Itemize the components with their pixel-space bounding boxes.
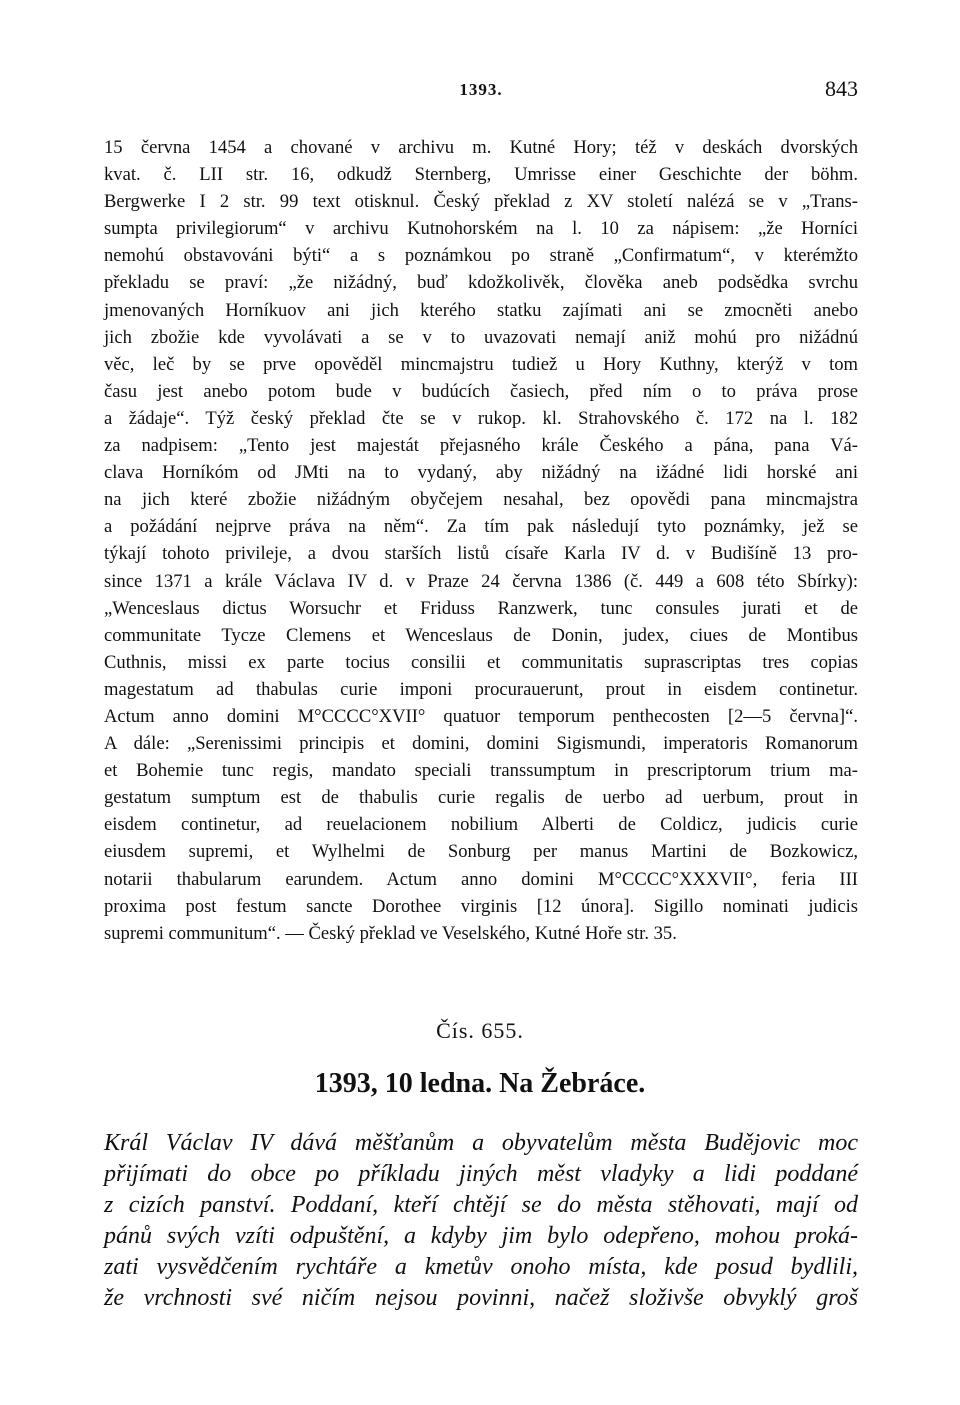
page-header — [104, 76, 858, 106]
note-line: Actum anno domini M°CCCC°XVII° quatuor temporum penthecosten [2—5 června]“. — [104, 705, 858, 727]
note-line: času jest anebo potom bude v budúcích časiech, před ním o to práva prose — [104, 380, 858, 402]
note-line: gestatum sumptum est de thabulis curie regalis de uerbo ad uerbum, prout in — [104, 787, 858, 809]
regest-line: pánů svých vzíti odpuštění, a kdyby jim bylo odepřeno, mohou proká- — [104, 1223, 858, 1249]
note-line: jmenovaných Horníkuov ani jich kterého statku zajímati ani se zmocněti anebo — [104, 299, 858, 321]
note-line: Bergwerke I 2 str. 99 text otisknul. Český překlad z XV století nalézá se v „Trans- — [104, 191, 858, 213]
regest-line: přijímati do obce po příkladu jiných měst vladyky a lidi poddané — [104, 1161, 858, 1187]
note-line: na jich které zbožie nižádným obyčejem nesahal, bez opovědi pana mincmajstra — [104, 489, 858, 511]
note-line: proxima post festum sancte Dorothee virginis [12 února]. Sigillo nominati judicis — [104, 895, 858, 917]
note-line: A dále: „Serenissimi principis et domini, domini Sigismundi, imperatoris Romanorum — [104, 733, 858, 755]
note-line: et Bohemie tunc regis, mandato speciali transsumptum in prescriptorum trium ma- — [104, 760, 858, 782]
note-line: a požádání nejprve práva na něm“. Za tím pak následují tyto poznámky, jež se — [104, 516, 858, 538]
note-line: kvat. č. LII str. 16, odkudž Sternberg, Umrisse einer Geschichte der böhm. — [104, 164, 858, 186]
note-line: za nadpisem: „Tento jest majestát přejasného krále Českého a pána, pana Vá- — [104, 435, 858, 457]
note-line: eiusdem supremi, et Wylhelmi de Sonburg per manus Martini de Bozkowicz, — [104, 841, 858, 863]
note-line: jich zbožie kde vyvolávati a se v to uvazovati nemají aniž mohú pro nižádnú — [104, 326, 858, 348]
note-line: since 1371 a krále Václava IV d. v Praze 24 června 1386 (č. 449 a 608 této Sbírky): — [104, 570, 858, 592]
note-line: supremi communitum“. — Český překlad ve Veselského, Kutné Hoře str. 35. — [104, 922, 677, 944]
page-number: 843 — [825, 76, 858, 101]
note-line: věc, leč by se prve opověděl mincmajstru tudiež u Hory Kuthny, kterýž v tom — [104, 353, 858, 375]
running-head-year: 1393. — [459, 80, 503, 99]
note-line: překladu se praví: „že nižádný, buď kdožkolivěk, člověka aneb podsědka svrchu — [104, 272, 858, 294]
note-line: „Wenceslaus dictus Worsuchr et Friduss Ranzwerk, tunc consules jurati et de — [104, 597, 858, 619]
footnote-text — [104, 134, 858, 947]
regest-line: Král Václav IV dává měšťanům a obyvatelům města Budějovic moc — [104, 1130, 858, 1156]
note-line: týkají tohoto privileje, a dvou starších listů císaře Karla IV d. v Budišíně 13 pro- — [104, 543, 858, 565]
note-line: clava Horníkóm od JMti na to vydaný, aby nižádný na ižádné lidi horské ani — [104, 462, 858, 484]
note-line: nemohú obstavováni býti“ a s poznámkou po straně „Confirmatum“, v kterémžto — [104, 245, 858, 267]
note-line: magestatum ad thabulas curie imponi procurauerunt, prout in eisdem continetur. — [104, 678, 858, 700]
document-number: Čís. 655. — [436, 1018, 524, 1043]
note-line: notarii thabularum earundem. Actum anno domini M°CCCC°XXXVII°, feria III — [104, 868, 858, 890]
note-line: Cuthnis, missi ex parte tocius consilii et communitatis suprascriptas tres copias — [104, 651, 858, 673]
note-line: eisdem continetur, ad reuelacionem nobilium Alberti de Coldicz, judicis curie — [104, 814, 858, 836]
regest-line: že vrchnosti své ničím nejsou povinni, načež složivše obvyklý groš — [104, 1285, 858, 1311]
regest-summary — [104, 1128, 858, 1314]
regest-line: zati vysvědčením rychtáře a kmetův onoho místa, kde posud bydlili, — [104, 1254, 858, 1280]
note-line: communitate Tycze Clemens et Wenceslaus de Donin, judex, ciues de Montibus — [104, 624, 858, 646]
document-heading: 1393, 10 ledna. Na Žebráce. — [314, 1068, 646, 1099]
regest-line: z cizích panství. Poddaní, kteří chtějí se do města stěhovati, mají od — [104, 1192, 858, 1218]
note-line: a žádaje“. Týž český překlad čte se v rukop. kl. Strahovského č. 172 na l. 182 — [104, 407, 858, 429]
note-line: 15 června 1454 a chované v archivu m. Kutné Hory; též v deskách dvorských — [104, 137, 858, 158]
note-line: sumpta privilegiorum“ v archivu Kutnohorském na l. 10 za nápisem: „že Horníci — [104, 218, 858, 240]
